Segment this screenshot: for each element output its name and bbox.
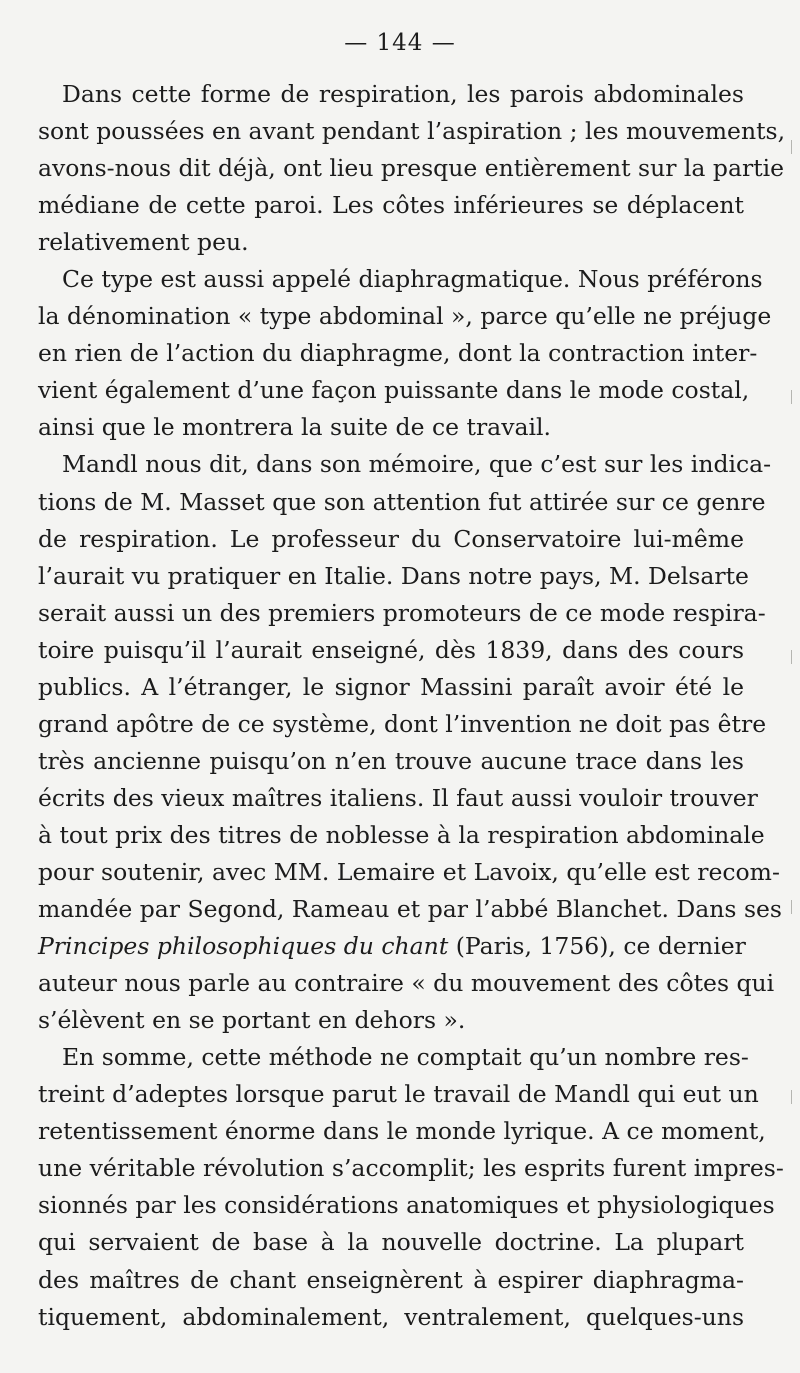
edge-mark <box>787 650 792 664</box>
text-line: médiane de cette paroi. Les côtes inférieures se déplacent <box>38 191 744 220</box>
book-title: Principes philosophiques du chant <box>38 932 449 961</box>
text-line: tiquement, abdominalement, ventralement, quelques-uns <box>38 1302 744 1331</box>
page-number: — 144 — <box>344 30 456 56</box>
text-line: qui servaient de base à la nouvelle doctrine. La plupart <box>38 1228 744 1257</box>
text-line-with-title <box>38 928 744 965</box>
text-line: publics. A l’étranger, le signor Massini paraît avoir été le <box>38 672 744 701</box>
text-line: pour soutenir, avec MM. Lemaire et Lavoix, qu’elle est recom- <box>38 857 780 886</box>
text-line: très ancienne puisqu’on n’en trouve aucune trace dans les <box>38 746 744 775</box>
text-line: relativement peu. <box>38 228 249 257</box>
text-line: tions de M. Masset que son attention fut attirée sur ce genre <box>38 487 766 516</box>
text-line: avons-nous dit déjà, ont lieu presque entièrement sur la partie <box>38 154 785 183</box>
text-line: serait aussi un des premiers promoteurs de ce mode respira- <box>38 598 766 627</box>
edge-mark <box>787 1090 792 1104</box>
edge-mark <box>787 140 792 154</box>
text-line: sionnés par les considérations anatomiques et physiologiques <box>38 1191 775 1220</box>
text-line: Mandl nous dit, dans son mémoire, que c’est sur les indica- <box>62 450 772 479</box>
text-line: grand apôtre de ce système, dont l’invention ne doit pas être <box>38 709 767 738</box>
text-line: retentissement énorme dans le monde lyrique. A ce moment, <box>38 1117 766 1146</box>
text-line: une véritable révolution s’accomplit; les esprits furent impres- <box>38 1154 784 1183</box>
text-line: ainsi que le montrera la suite de ce travail. <box>38 413 551 442</box>
text-line: sont poussées en avant pendant l’aspiration ; les mouvements, <box>38 117 786 146</box>
text-line: vient également d’une façon puissante dans le mode costal, <box>38 376 750 405</box>
text-line: mandée par Segond, Rameau et par l’abbé Blanchet. Dans ses <box>38 895 782 924</box>
text-line: la dénomination « type abdominal », parce qu’elle ne préjuge <box>38 302 772 331</box>
edge-mark <box>787 390 792 404</box>
text-line: de respiration. Le professeur du Conservatoire lui-même <box>38 524 744 553</box>
text-line: Ce type est aussi appelé diaphragmatique. Nous préférons <box>62 265 763 294</box>
text-line: l’aurait vu pratiquer en Italie. Dans notre pays, M. Delsarte <box>38 561 749 590</box>
body-text <box>38 76 786 1336</box>
text-line: en rien de l’action du diaphragme, dont la contraction inter- <box>38 339 758 368</box>
text-fragment: (Paris, 1756), ce dernier <box>448 932 746 961</box>
edge-mark <box>787 900 792 914</box>
text-line: En somme, cette méthode ne comptait qu’un nombre res- <box>62 1043 749 1072</box>
text-line: des maîtres de chant enseignèrent à espirer diaphragma- <box>38 1265 744 1294</box>
text-line: à tout prix des titres de noblesse à la respiration abdominale <box>38 820 765 849</box>
text-line: Dans cette forme de respiration, les parois abdominales <box>62 80 744 108</box>
text-line: toire puisqu’il l’aurait enseigné, dès 1839, dans des cours <box>38 635 744 664</box>
text-line: auteur nous parle au contraire « du mouvement des côtes qui <box>38 969 775 998</box>
text-line: s’élèvent en se portant en dehors ». <box>38 1006 466 1035</box>
text-line: treint d’adeptes lorsque parut le travail de Mandl qui eut un <box>38 1080 759 1109</box>
text-line: écrits des vieux maîtres italiens. Il faut aussi vouloir trouver <box>38 783 758 812</box>
